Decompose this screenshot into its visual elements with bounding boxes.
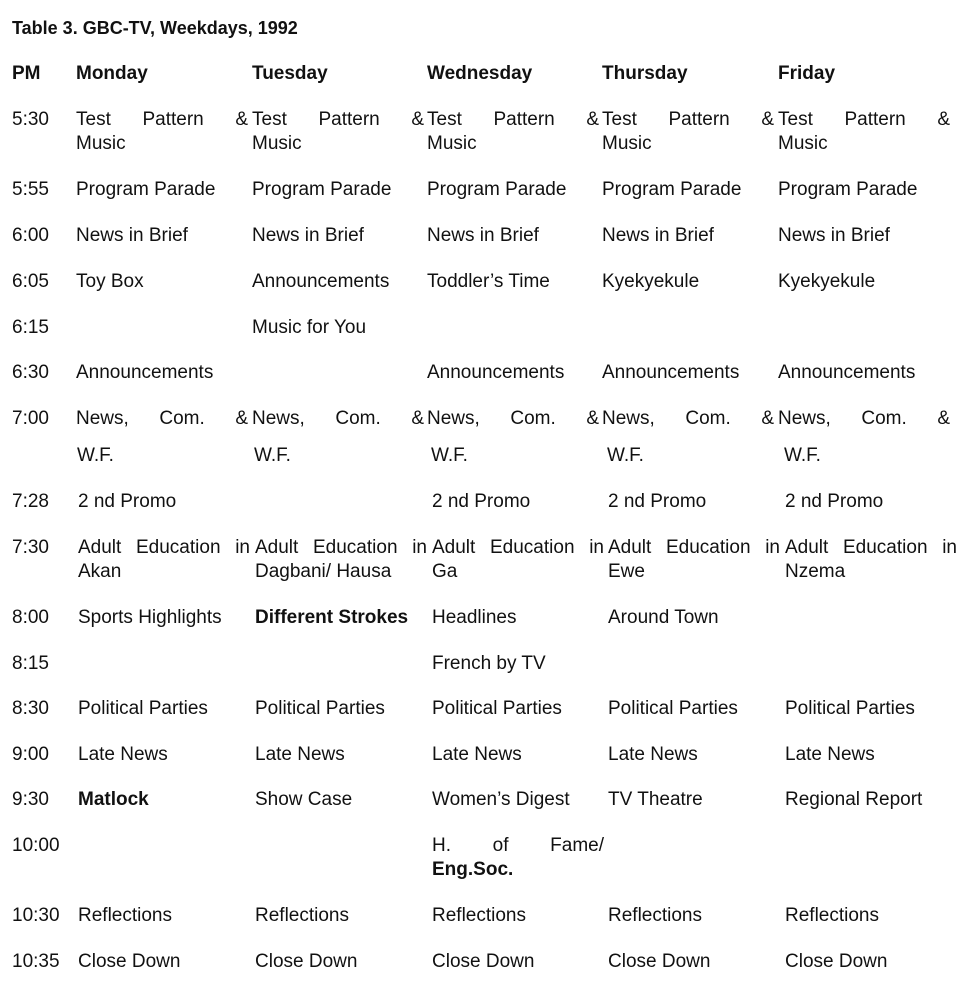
program-cell: Political Parties	[255, 698, 385, 719]
program-cell: Adult Education in Dagbani/ Hausa	[255, 537, 427, 582]
header-time: PM	[12, 63, 41, 84]
program-cell: Political Parties	[432, 698, 562, 719]
program-cell: Matlock	[78, 789, 149, 810]
program-cell: 2 nd Promo	[432, 491, 531, 512]
table-row	[0, 697, 960, 743]
program-cell: News, Com. & W.F.	[76, 408, 248, 466]
program-cell: News in Brief	[76, 225, 188, 246]
program-cell: Announcements	[427, 362, 565, 383]
table-row	[0, 904, 960, 950]
program-cell: Late News	[785, 744, 875, 765]
program-cell: Around Town	[608, 607, 719, 628]
time-cell: 7:00	[12, 408, 49, 429]
program-cell: Toddler’s Time	[427, 271, 550, 292]
header-monday: Monday	[76, 63, 148, 84]
table-row	[0, 788, 960, 834]
table-row	[0, 361, 960, 407]
program-cell: Adult Education in Ewe	[608, 537, 780, 582]
program-cell: Political Parties	[608, 698, 738, 719]
header-wednesday: Wednesday	[427, 63, 533, 84]
program-cell: Reflections	[78, 905, 172, 926]
program-cell: News, Com. & W.F.	[252, 408, 424, 466]
program-cell: Test Pattern & Music	[602, 109, 774, 154]
table-row	[0, 270, 960, 316]
program-cell: Women’s Digest	[432, 789, 570, 810]
table-row	[0, 224, 960, 270]
header-friday: Friday	[778, 63, 836, 84]
program-cell: Headlines	[432, 607, 517, 628]
table-row	[0, 743, 960, 789]
time-cell: 6:05	[12, 271, 49, 292]
time-cell: 6:30	[12, 362, 49, 383]
time-cell: 8:00	[12, 607, 49, 628]
program-cell: 2 nd Promo	[785, 491, 884, 512]
program-cell: Close Down	[78, 951, 181, 972]
program-cell: News in Brief	[602, 225, 714, 246]
program-cell: Kyekyekule	[778, 271, 876, 292]
program-cell: Adult Education in Ga	[432, 537, 604, 582]
program-cell: Program Parade	[602, 179, 742, 200]
program-cell: Different Strokes	[255, 607, 409, 628]
program-cell: Sports Highlights	[78, 607, 222, 628]
time-cell: 7:30	[12, 537, 49, 558]
table-title: Table 3. GBC-TV, Weekdays, 1992	[12, 18, 298, 38]
program-cell: Program Parade	[252, 179, 392, 200]
table-row	[0, 316, 960, 362]
table-row	[0, 606, 960, 652]
time-cell: 10:35	[12, 951, 60, 972]
program-cell: 2 nd Promo	[78, 491, 177, 512]
table-row	[0, 536, 960, 582]
program-cell: TV Theatre	[608, 789, 703, 810]
program-cell: Program Parade	[778, 179, 918, 200]
program-cell: Late News	[432, 744, 522, 765]
program-cell: Close Down	[785, 951, 888, 972]
program-cell: Late News	[255, 744, 345, 765]
program-cell: News, Com. & W.F.	[778, 408, 950, 466]
program-cell: Close Down	[432, 951, 535, 972]
program-cell: Toy Box	[76, 271, 144, 292]
header-thursday: Thursday	[602, 63, 688, 84]
program-cell: Show Case	[255, 789, 353, 810]
table-row	[0, 652, 960, 698]
program-cell: Adult Education in Akan	[78, 537, 250, 582]
program-cell: News in Brief	[252, 225, 364, 246]
header-tuesday: Tuesday	[252, 63, 328, 84]
time-cell: 8:30	[12, 698, 49, 719]
time-cell: 9:00	[12, 744, 49, 765]
program-cell: Test Pattern & Music	[76, 109, 248, 154]
program-cell: 2 nd Promo	[608, 491, 707, 512]
program-cell: Announcements	[252, 271, 390, 292]
program-cell: Close Down	[608, 951, 711, 972]
program-cell: Political Parties	[78, 698, 208, 719]
program-cell: Late News	[608, 744, 698, 765]
time-cell: 8:15	[12, 653, 49, 674]
table-row	[0, 950, 960, 996]
program-cell: Political Parties	[785, 698, 915, 719]
program-cell: News in Brief	[778, 225, 890, 246]
program-cell: Reflections	[255, 905, 349, 926]
program-cell: Late News	[78, 744, 168, 765]
program-cell: Close Down	[255, 951, 358, 972]
program-cell: Announcements	[778, 362, 916, 383]
program-cell: News, Com. & W.F.	[427, 408, 599, 466]
program-cell: Test Pattern & Music	[778, 109, 950, 154]
program-cell: French by TV	[432, 653, 546, 674]
table-row	[0, 108, 960, 154]
time-cell: 6:15	[12, 317, 49, 338]
table-row	[0, 490, 960, 536]
program-cell: News, Com. & W.F.	[602, 408, 774, 466]
program-cell: Kyekyekule	[602, 271, 700, 292]
time-cell: 5:55	[12, 179, 49, 200]
program-cell: News in Brief	[427, 225, 539, 246]
program-cell: Program Parade	[76, 179, 216, 200]
program-cell: Test Pattern & Music	[427, 109, 599, 154]
program-cell: H. of Fame/ Eng.Soc.	[432, 835, 604, 880]
time-cell: 10:30	[12, 905, 60, 926]
time-cell: 7:28	[12, 491, 49, 512]
table-row	[0, 178, 960, 224]
table-row	[0, 834, 960, 880]
program-cell: Regional Report	[785, 789, 923, 810]
time-cell: 10:00	[12, 835, 60, 856]
program-cell: Program Parade	[427, 179, 567, 200]
program-cell: Reflections	[785, 905, 879, 926]
program-cell: Reflections	[608, 905, 702, 926]
program-cell: Test Pattern & Music	[252, 109, 424, 154]
table-header-row	[0, 62, 960, 108]
table-row	[0, 407, 960, 466]
program-cell: Announcements	[602, 362, 740, 383]
time-cell: 6:00	[12, 225, 49, 246]
time-cell: 5:30	[12, 109, 49, 130]
program-cell: Adult Education in Nzema	[785, 537, 957, 582]
time-cell: 9:30	[12, 789, 49, 810]
program-cell: Reflections	[432, 905, 526, 926]
program-cell: Music for You	[252, 317, 367, 338]
program-cell: Announcements	[76, 362, 214, 383]
